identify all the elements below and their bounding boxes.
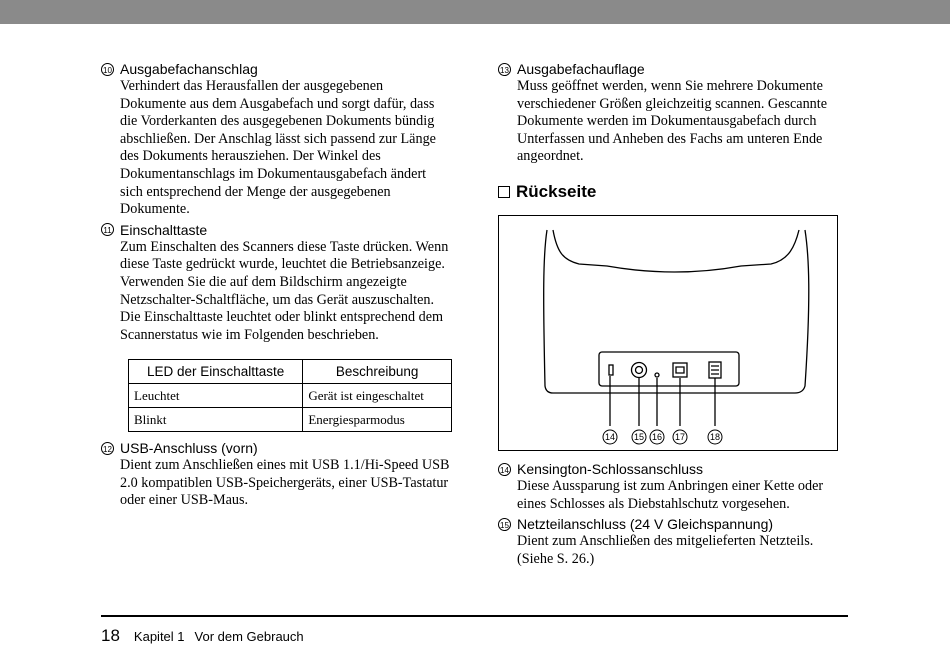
table-row	[129, 384, 452, 408]
text-line: (Siehe S. 26.)	[517, 550, 595, 567]
scanner-rear-diagram	[498, 215, 838, 451]
callout-number: 15	[498, 518, 511, 531]
text-line: Dokumente.	[120, 201, 190, 218]
text-line: Dokumentanschlags im Dokumentausgabefach ändert	[120, 165, 427, 182]
text-line: diese Taste gedrückt wurde, leuchtet die Betriebsanzeige.	[120, 256, 445, 273]
item-13	[498, 60, 853, 166]
text-line: eines Schlosses als Diebstahlschutz vorgesehen.	[517, 495, 790, 512]
table-cell: Leuchtet	[129, 384, 303, 408]
table-cell: Energiesparmodus	[303, 408, 452, 432]
item-description	[517, 78, 853, 166]
item-10	[101, 60, 456, 219]
callout-number: 13	[498, 63, 511, 76]
table-row	[129, 408, 452, 432]
chapter-title: Vor dem Gebrauch	[194, 629, 304, 644]
item-15	[498, 515, 853, 568]
text-line: Zum Einschalten des Scanners diese Taste drücken. Wenn	[120, 238, 449, 255]
header-bar	[0, 0, 950, 24]
text-line: abschließen. Der Anschlag lässt sich passend zur Länge	[120, 130, 436, 147]
text-line: Dient zum Anschließen des mitgelieferten Netzteils.	[517, 533, 814, 550]
text-line: Netzschalter-Schaltfläche, um das Gerät auszuschalten.	[120, 291, 435, 308]
text-line: 2.0 kompatiblen USB-Speichergeräts, einer USB-Tastatur	[120, 474, 449, 491]
item-title: Kensington-Schlossanschluss	[517, 461, 703, 477]
page-footer	[101, 626, 304, 646]
scanner-rear-illustration	[499, 216, 839, 452]
item-title: Ausgabefachanschlag	[120, 61, 258, 77]
callout-17: 17	[674, 432, 686, 442]
item-title: USB-Anschluss (vorn)	[120, 440, 258, 456]
table-header: Beschreibung	[303, 360, 452, 384]
section-heading: Rückseite	[498, 182, 853, 202]
text-line: Diese Aussparung ist zum Anbringen einer Kette oder	[517, 478, 824, 494]
text-line: Unterfassen und Anheben des Fachs am unteren Ende	[517, 130, 823, 147]
text-line: des Dokuments herausziehen. Der Winkel des	[120, 148, 381, 165]
callout-14: 14	[604, 432, 616, 442]
text-line: oder einer USB-Maus.	[120, 492, 249, 509]
callout-number: 14	[498, 463, 511, 476]
text-line: Dokumente aus dem Ausgabefach und sorgt dafür, dass	[120, 95, 435, 112]
text-line: die Vorderkanten des ausgegebenen Dokuments bündig	[120, 113, 435, 130]
left-column	[101, 60, 456, 346]
table-cell: Blinkt	[129, 408, 303, 432]
text-line: Scannerstatus wie im Folgenden beschrieben.	[120, 326, 379, 343]
item-title: Ausgabefachauflage	[517, 61, 645, 77]
item-12	[101, 439, 456, 512]
footer-rule	[101, 615, 848, 617]
text-line: angeordnet.	[517, 148, 584, 165]
rear-items	[498, 460, 853, 570]
checkbox-square-icon	[498, 186, 510, 198]
table-header: LED der Einschalttaste	[129, 360, 303, 384]
text-line: Dient zum Anschließen eines mit USB 1.1/Hi-Speed USB	[120, 457, 450, 473]
callout-16: 16	[651, 432, 663, 442]
item-description	[517, 478, 853, 513]
item-11	[101, 221, 456, 345]
item-title: Netzteilanschluss (24 V Gleichspannung)	[517, 516, 774, 533]
text-line: sich entsprechend der Menge der ausgegebenen	[120, 183, 391, 200]
text-line: Dokumente werden im Dokumentausgabefach durch	[517, 113, 817, 130]
item-description	[120, 78, 456, 219]
text-line: Verwenden Sie die auf dem Bildschirm angezeigte	[120, 273, 407, 290]
table-cell: Gerät ist eingeschaltet	[303, 384, 452, 408]
text-line: Die Einschalttaste leuchtet oder blinkt entsprechend dem	[120, 309, 444, 326]
led-status-table	[128, 359, 452, 432]
item-title: Einschalttaste	[120, 221, 208, 238]
item-description	[517, 533, 853, 568]
callout-number: 11	[101, 223, 114, 236]
chapter-label: Kapitel 1	[133, 629, 185, 644]
item-description	[120, 239, 456, 345]
table-header-row	[129, 360, 452, 384]
text-line: verschiedener Größen gleichzeitig scannen. Gescannte	[517, 95, 828, 112]
item-14	[498, 460, 853, 513]
callout-18: 18	[709, 432, 721, 442]
callout-number: 12	[101, 442, 114, 455]
callout-15: 15	[633, 432, 645, 442]
text-line: Verhindert das Herausfallen der ausgegebenen	[120, 78, 384, 94]
page-number: 18	[101, 626, 120, 645]
text-line: Muss geöffnet werden, wenn Sie mehrere Dokumente	[517, 78, 823, 94]
callout-number: 10	[101, 63, 114, 76]
right-column	[498, 60, 853, 212]
item-description	[120, 457, 456, 510]
